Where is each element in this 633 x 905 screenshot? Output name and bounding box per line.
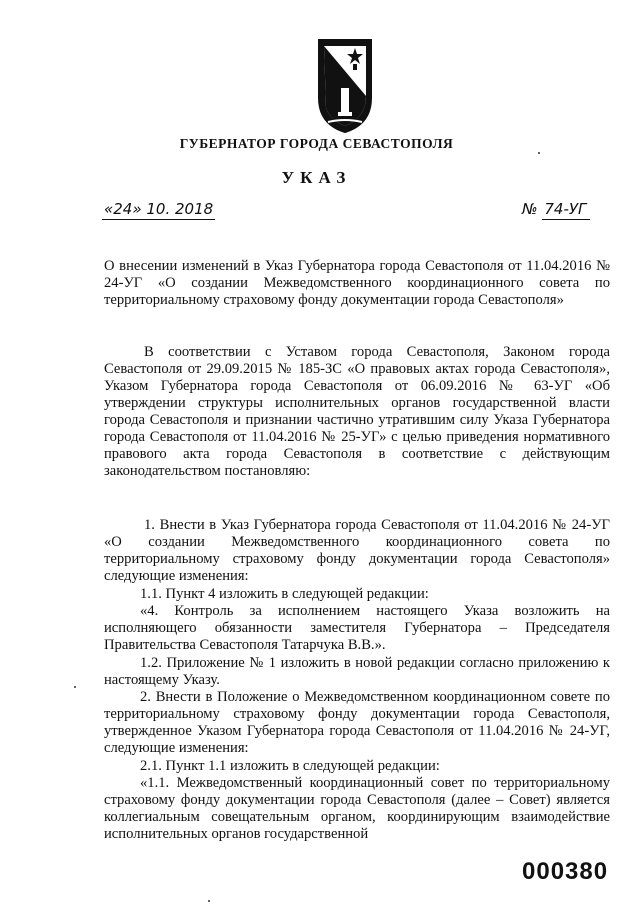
- document-type: УКАЗ: [281, 168, 352, 187]
- margin-mark: [74, 686, 76, 688]
- clause-2: 2. Внести в Положение о Межведомственном координационном совете по территориальному страховому фонду документации города Севастополя, утвержденное Указом Губернатора города Севастополя от 11.04.2016 № 24-УГ, следующие изменения:: [104, 689, 610, 756]
- clause-1-2: 1.2. Приложение № 1 изложить в новой редакции согласно приложению к настоящему Указу.: [104, 655, 610, 688]
- clause-1-1-text: «4. Контроль за исполнением настоящего Указа возложить на исполняющего обязанности заместителя Губернатора – Председателя Правительства Севастополя Татарчука В.В.».: [104, 603, 610, 653]
- decree-title: О внесении изменений в Указ Губернатора города Севастополя от 11.04.2016 № 24-УГ «О создании Межведомственного координационного совета по территориальному страховому фонду документации города Севастополя»: [104, 258, 610, 308]
- clause-1-1: 1.1. Пункт 4 изложить в следующей редакции:: [140, 586, 429, 602]
- sevastopol-coat-of-arms-icon: [316, 38, 374, 134]
- scan-speck-bottom: [208, 900, 210, 902]
- decree-number: [522, 200, 590, 218]
- clause-2-1: 2.1. Пункт 1.1 изложить в следующей редакции:: [140, 758, 440, 774]
- issuing-authority: ГУБЕРНАТОР ГОРОДА СЕВАСТОПОЛЯ: [179, 136, 454, 151]
- preamble-paragraph: В соответствии с Уставом города Севастополя, Законом города Севастополя от 29.09.2015 № 185-ЗС «О правовых актах города Севастополя», Указом Губернатора города Севастополя от 06.09.2016 № 63-УГ «Об утверждении структуры исполнительных органов государственной власти города Севастополя и признании частично утратившим силу Указа Губернатора города Севастополя от 11.04.2016 № 25-УГ» с целью приведения нормативного правового акта города Севастополя в соответствие с действующим законодательством постановляю:: [104, 344, 610, 479]
- clause-2-1-text: «1.1. Межведомственный координационный совет по территориальному страховому фонду документации города Севастополя (далее – Совет) является коллегиальным совещательным органом, координирующим взаимодействие исполнительных органов государственной: [104, 775, 610, 842]
- clause-1: 1. Внести в Указ Губернатора города Севастополя от 11.04.2016 № 24-УГ «О создании Межведомственного координационного совета по территориальному страховому фонду документации города Севастополя» следующие изменения:: [104, 517, 610, 584]
- document-serial-code: 000380: [522, 858, 609, 885]
- number-sign: №: [522, 200, 538, 218]
- decree-date-value: «24» 10. 2018: [104, 200, 214, 218]
- decree-date: [102, 200, 215, 218]
- scan-speck: [538, 152, 540, 154]
- decree-number-value: 74-УГ: [542, 200, 590, 220]
